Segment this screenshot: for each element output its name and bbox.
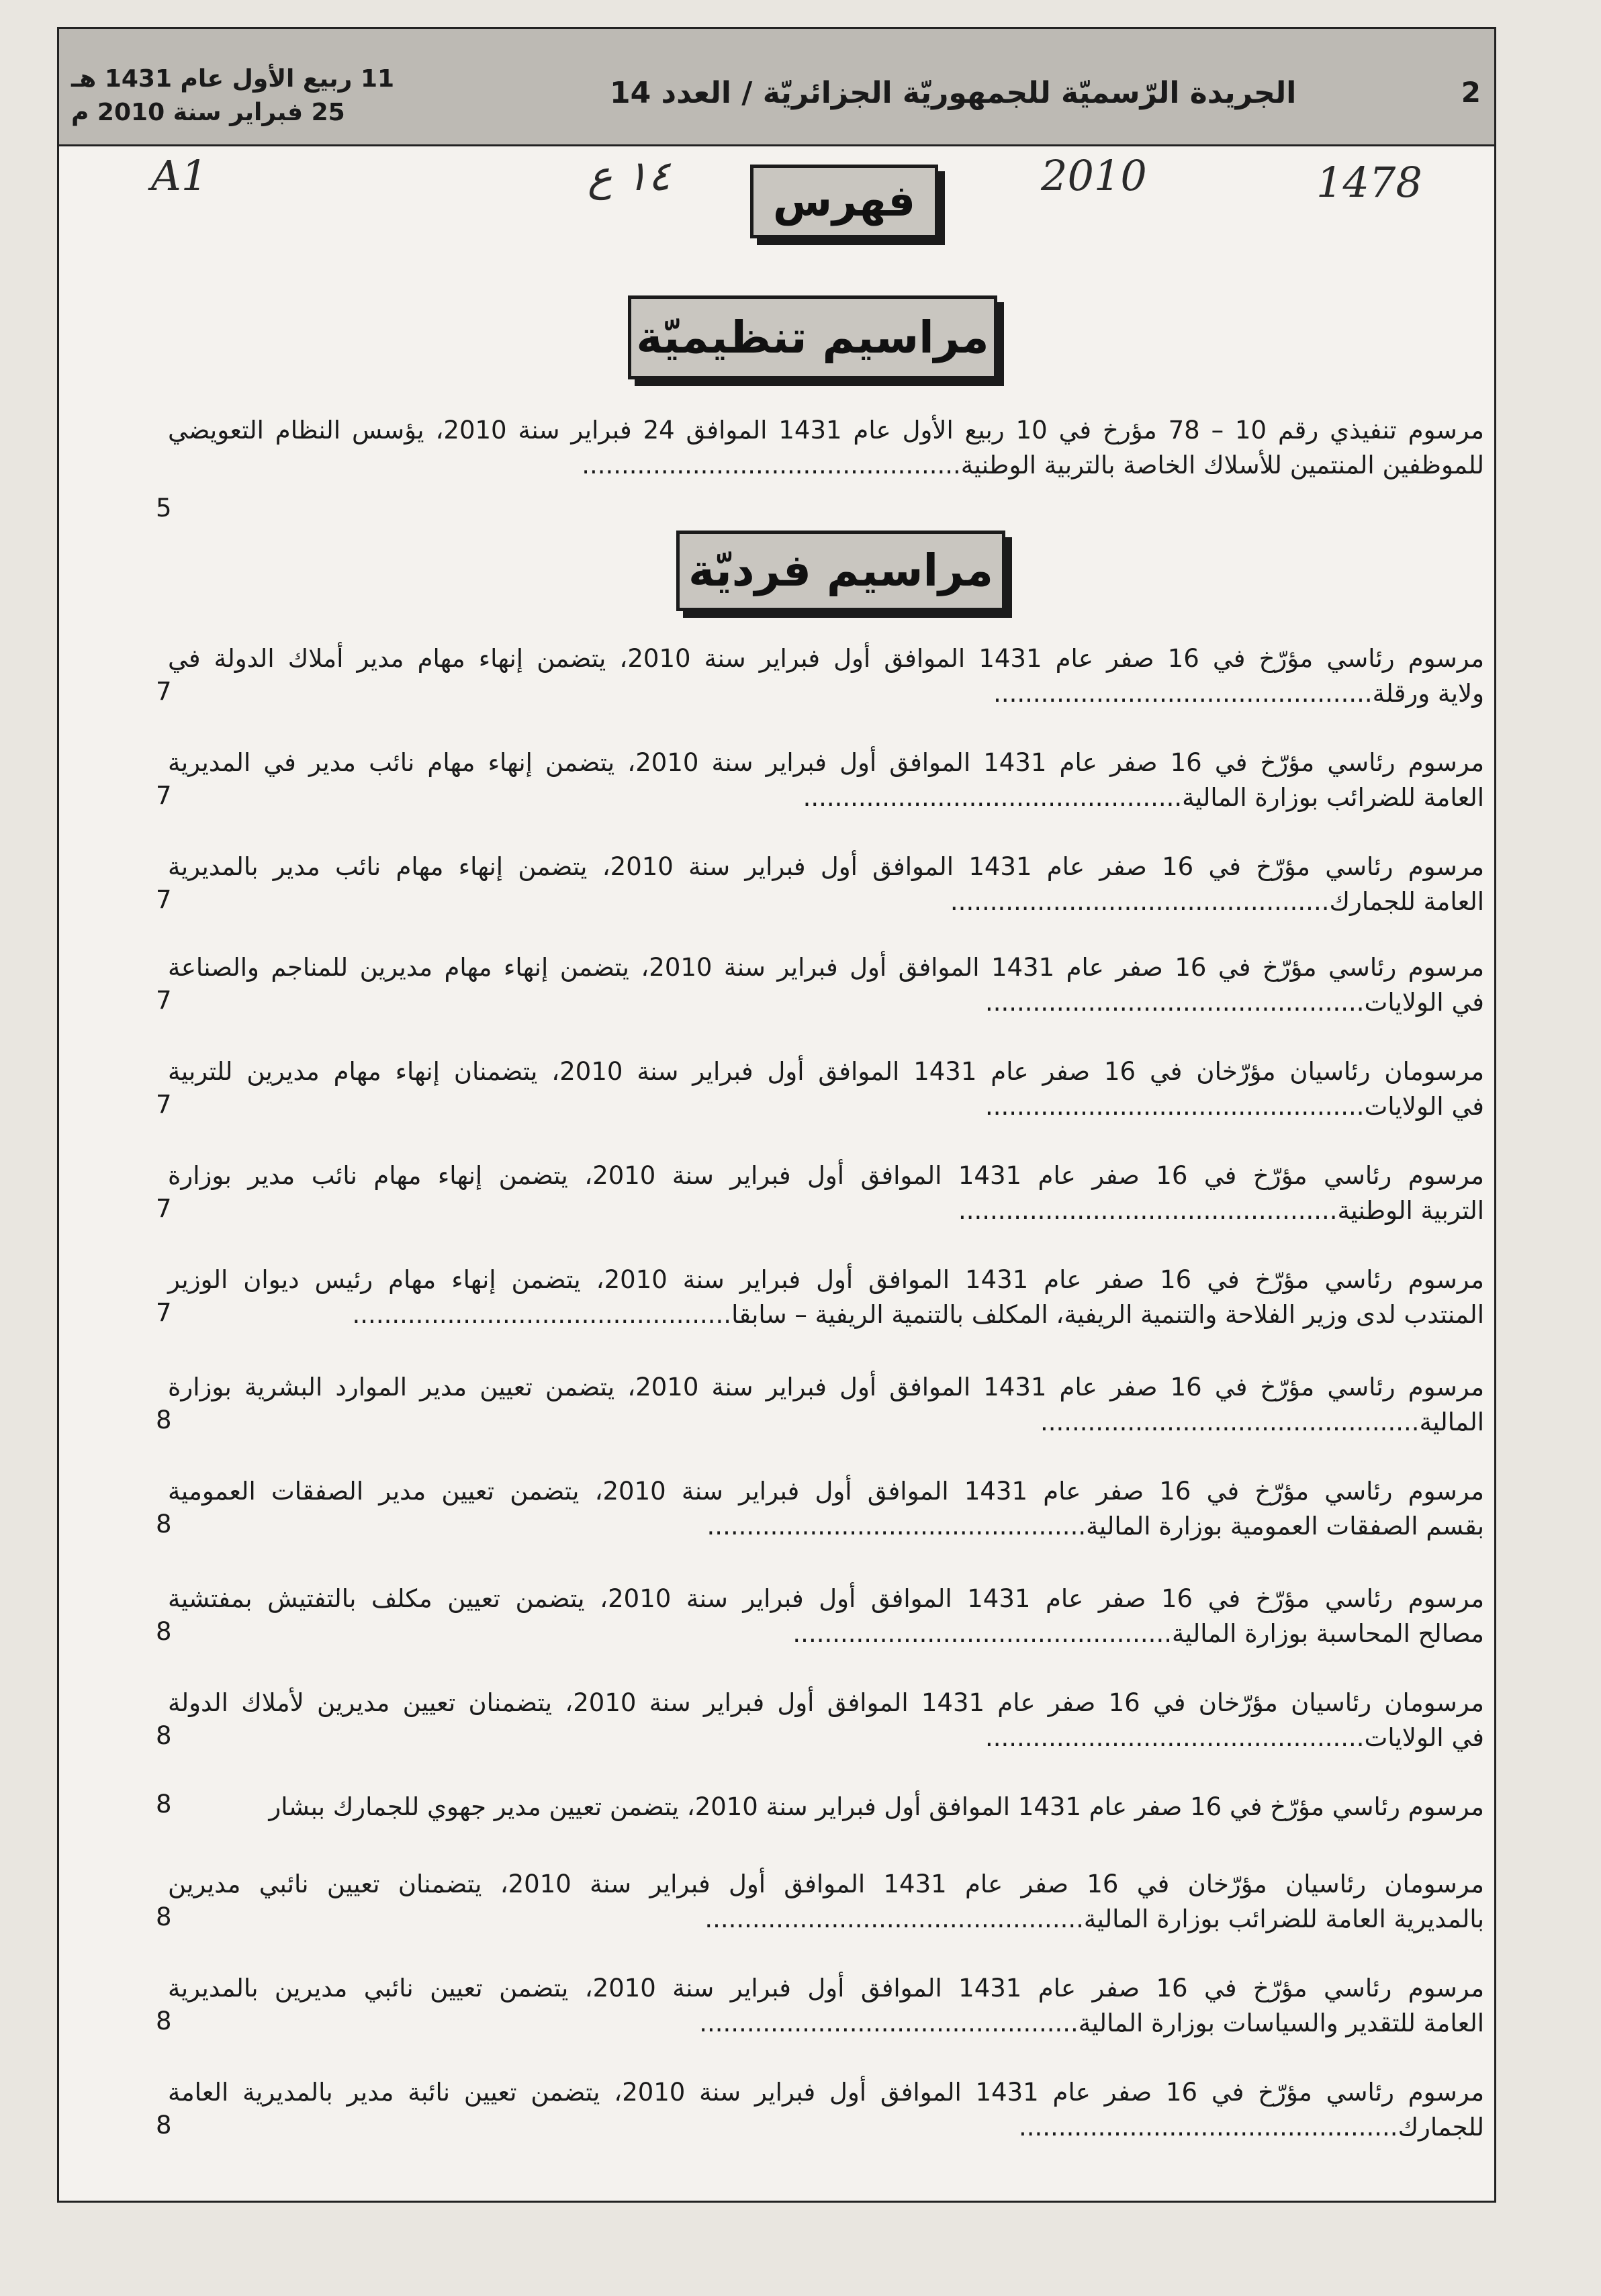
leader-dots: ................................................ bbox=[985, 1092, 1365, 1121]
section-regulatory-heading: مراسيم تنظيميّة bbox=[628, 295, 997, 379]
entry-page-number: 8 bbox=[156, 1406, 172, 1434]
entry-line-2 bbox=[168, 2110, 1484, 2145]
entry-line-1: مرسوم رئاسي مؤرّخ في 16 صفر عام 1431 الموافق أول فبراير سنة 2010، يتضمن إنهاء مهام نائب مدير بالمديرية bbox=[168, 852, 1485, 881]
entry-line-1: مرسوم رئاسي مؤرّخ في 16 صفر عام 1431 الموافق أول فبراير سنة 2010، يتضمن إنهاء مهام مديرين للمناجم والصناعة bbox=[168, 953, 1485, 982]
entry-line-2-text: بقسم الصفقات العمومية بوزارة المالية bbox=[1086, 1512, 1484, 1541]
toc-entry bbox=[168, 641, 1484, 711]
entry-line-2 bbox=[168, 1297, 1484, 1332]
toc-entry bbox=[168, 745, 1484, 815]
entry-page-number: 5 bbox=[156, 494, 172, 522]
entry-page-number: 7 bbox=[156, 1194, 172, 1223]
entry-line-2-text: العامة للجمارك bbox=[1329, 887, 1484, 916]
entry-page-number: 8 bbox=[156, 1790, 172, 1819]
entry-line-2-text: العامة للضرائب بوزارة المالية bbox=[1182, 783, 1484, 812]
entry-page-number: 8 bbox=[156, 2111, 172, 2140]
leader-dots: ................................................ bbox=[1019, 2113, 1398, 2142]
entry-line-2-text: المالية bbox=[1419, 1408, 1484, 1436]
leader-dots: ................................................ bbox=[706, 1512, 1087, 1541]
entry-line-2-text: في الولايات bbox=[1364, 1723, 1484, 1752]
entry-line-2 bbox=[168, 1509, 1484, 1544]
leader-dots: ................................................ bbox=[985, 988, 1365, 1017]
toc-entry bbox=[168, 1370, 1484, 1440]
toc-entry bbox=[168, 1971, 1484, 2041]
entry-page-number: 7 bbox=[156, 781, 172, 810]
toc-entry bbox=[168, 1581, 1484, 1651]
entry-line-2 bbox=[168, 448, 1484, 483]
leader-dots: ................................................ bbox=[792, 1619, 1172, 1648]
entry-line-2-text: المنتدب لدى وزير الفلاحة والتنمية الريفية، المكلف بالتنمية الريفية – سابقا bbox=[731, 1300, 1484, 1329]
toc-entry bbox=[168, 1686, 1484, 1755]
entry-line-1: مرسوم رئاسي مؤرّخ في 16 صفر عام 1431 الموافق أول فبراير سنة 2010، يتضمن إنهاء مهام مدير أملاك الدولة في bbox=[168, 644, 1485, 673]
entry-line-1: مرسوم رئاسي مؤرّخ في 16 صفر عام 1431 الموافق أول فبراير سنة 2010، يتضمن تعيين نائبة مدير بالمديرية العامة bbox=[168, 2078, 1485, 2107]
entry-line-2 bbox=[168, 780, 1484, 815]
entry-line-1: مرسوم رئاسي مؤرّخ في 16 صفر عام 1431 الموافق أول فبراير سنة 2010، يتضمن إنهاء مهام نائب مدير في المديرية bbox=[168, 748, 1485, 777]
date-hijri: 11 ربيع الأول عام 1431 هـ bbox=[71, 65, 395, 93]
entry-page-number: 7 bbox=[156, 1298, 172, 1327]
leader-dots: ................................................ bbox=[803, 783, 1183, 812]
entry-line-1: مرسوم رئاسي مؤرّخ في 16 صفر عام 1431 الموافق أول فبراير سنة 2010، يتضمن تعيين مدير جهوي للجمارك ببشار bbox=[269, 1792, 1484, 1821]
toc-entry bbox=[168, 1474, 1484, 1544]
entry-line-1: مرسوم رئاسي مؤرّخ في 16 صفر عام 1431 الموافق أول فبراير سنة 2010، يتضمن تعيين مدير الصفقات العمومية bbox=[168, 1477, 1485, 1506]
handwritten-note-right: 1478 bbox=[1316, 158, 1422, 207]
entry-page-number: 8 bbox=[156, 1510, 172, 1539]
entry-line-2-text: التربية الوطنية bbox=[1337, 1196, 1484, 1225]
toc-entry bbox=[168, 1158, 1484, 1228]
leader-dots: ................................................ bbox=[704, 1904, 1084, 1933]
toc-entry bbox=[168, 1262, 1484, 1332]
entry-page-number: 7 bbox=[156, 885, 172, 914]
issue-date bbox=[71, 62, 394, 130]
entry-line-2-text: العامة للتقدير والسياسات بوزارة المالية bbox=[1078, 2009, 1484, 2037]
toc-entry bbox=[168, 1790, 1484, 1825]
leader-dots: ................................................ bbox=[950, 887, 1330, 916]
entry-page-number: 7 bbox=[156, 677, 172, 706]
leader-dots: ................................................ bbox=[352, 1300, 732, 1329]
toc-entry bbox=[168, 950, 1484, 1020]
entry-page-number: 7 bbox=[156, 1090, 172, 1119]
section-index-heading: فهرس bbox=[750, 165, 938, 238]
entry-line-2 bbox=[168, 2006, 1484, 2041]
handwritten-note-mid: ١٤ ع bbox=[588, 151, 671, 200]
section-individual-heading: مراسيم فرديّة bbox=[676, 531, 1005, 611]
handwritten-note-left: A1 bbox=[151, 151, 208, 200]
entry-line-2 bbox=[168, 1405, 1484, 1440]
leader-dots: ................................................ bbox=[699, 2009, 1079, 2037]
leader-dots: ................................................ bbox=[958, 1196, 1338, 1225]
leader-dots: ................................................ bbox=[985, 1723, 1365, 1752]
entry-page-number: 8 bbox=[156, 2007, 172, 2035]
handwritten-note-year: 2010 bbox=[1041, 151, 1147, 200]
page-number: 2 bbox=[1461, 76, 1481, 109]
entry-line-2-text: في الولايات bbox=[1364, 1092, 1484, 1121]
entry-line-1: مرسوم رئاسي مؤرّخ في 16 صفر عام 1431 الموافق أول فبراير سنة 2010، يتضمن تعيين نائبي مديرين بالمديرية bbox=[168, 1974, 1485, 2003]
entry-line-2-text: للجمارك bbox=[1398, 2113, 1484, 2142]
entry-line-2-text: للموظفين المنتمين للأسلاك الخاصة بالتربية الوطنية bbox=[960, 451, 1484, 479]
date-gregorian: 25 فبراير سنة 2010 م bbox=[71, 99, 345, 126]
entry-line-1: مرسومان رئاسيان مؤرّخان في 16 صفر عام 1431 الموافق أول فبراير سنة 2010، يتضمنان إنهاء مهام مديرين للتربية bbox=[168, 1057, 1485, 1086]
gazette-title: الجريدة الرّسميّة للجمهوريّة الجزائريّة / العدد 14 bbox=[610, 76, 1297, 110]
entry-line-2-text: بالمديرية العامة للضرائب بوزارة المالية bbox=[1083, 1904, 1484, 1933]
toc-entry bbox=[168, 849, 1484, 919]
entry-page-number: 7 bbox=[156, 986, 172, 1015]
entry-line-2 bbox=[168, 1902, 1484, 1937]
entry-line-1: مرسوم رئاسي مؤرّخ في 16 صفر عام 1431 الموافق أول فبراير سنة 2010، يتضمن إنهاء مهام نائب مدير بوزارة bbox=[168, 1161, 1484, 1190]
entry-page-number: 8 bbox=[156, 1721, 172, 1750]
toc-entry bbox=[168, 1867, 1484, 1937]
entry-line-2 bbox=[168, 1089, 1484, 1124]
entry-line-1: مرسوم رئاسي مؤرّخ في 16 صفر عام 1431 الموافق أول فبراير سنة 2010، يتضمن تعيين مدير الموارد البشرية بوزارة bbox=[168, 1373, 1485, 1402]
entry-line-1: مرسومان رئاسيان مؤرّخان في 16 صفر عام 1431 الموافق أول فبراير سنة 2010، يتضمنان تعيين نائبي مديرين bbox=[168, 1870, 1484, 1898]
entry-line-2-text: مصالح المحاسبة بوزارة المالية bbox=[1171, 1619, 1484, 1648]
entry-line-2-text: ولاية ورقلة bbox=[1372, 679, 1484, 708]
toc-entry bbox=[168, 1054, 1484, 1124]
entry-line-2 bbox=[168, 985, 1484, 1020]
entry-line-2 bbox=[168, 1193, 1484, 1228]
entry-line-2 bbox=[168, 676, 1484, 711]
leader-dots: ................................................ bbox=[582, 451, 961, 479]
entry-line-2 bbox=[168, 884, 1484, 919]
toc-entry bbox=[168, 2075, 1484, 2145]
entry-line-1: مرسوم رئاسي مؤرّخ في 16 صفر عام 1431 الموافق أول فبراير سنة 2010، يتضمن تعيين مكلف بالتفتيش بمفتشية bbox=[168, 1584, 1485, 1613]
entry-page-number: 8 bbox=[156, 1902, 172, 1931]
entry-line-2-text: في الولايات bbox=[1364, 988, 1484, 1017]
entry-page-number: 8 bbox=[156, 1617, 172, 1646]
toc-entry bbox=[168, 413, 1484, 483]
leader-dots: ................................................ bbox=[1040, 1408, 1420, 1436]
entry-line-1: مرسوم رئاسي مؤرّخ في 16 صفر عام 1431 الموافق أول فبراير سنة 2010، يتضمن إنهاء مهام رئيس ديوان الوزير bbox=[168, 1265, 1485, 1294]
entry-line-1: مرسومان رئاسيان مؤرّخان في 16 صفر عام 1431 الموافق أول فبراير سنة 2010، يتضمنان تعيين مديرين لأملاك الدولة bbox=[168, 1688, 1484, 1717]
leader-dots: ................................................ bbox=[993, 679, 1373, 708]
entry-line-2 bbox=[168, 1616, 1484, 1651]
entry-line-2 bbox=[168, 1720, 1484, 1755]
entry-line-1: مرسوم تنفيذي رقم 10 – 78 مؤرخ في 10 ربيع الأول عام 1431 الموافق 24 فبراير سنة 2010، يؤسس النظام التعويضي bbox=[168, 416, 1484, 445]
page-header bbox=[59, 29, 1494, 146]
